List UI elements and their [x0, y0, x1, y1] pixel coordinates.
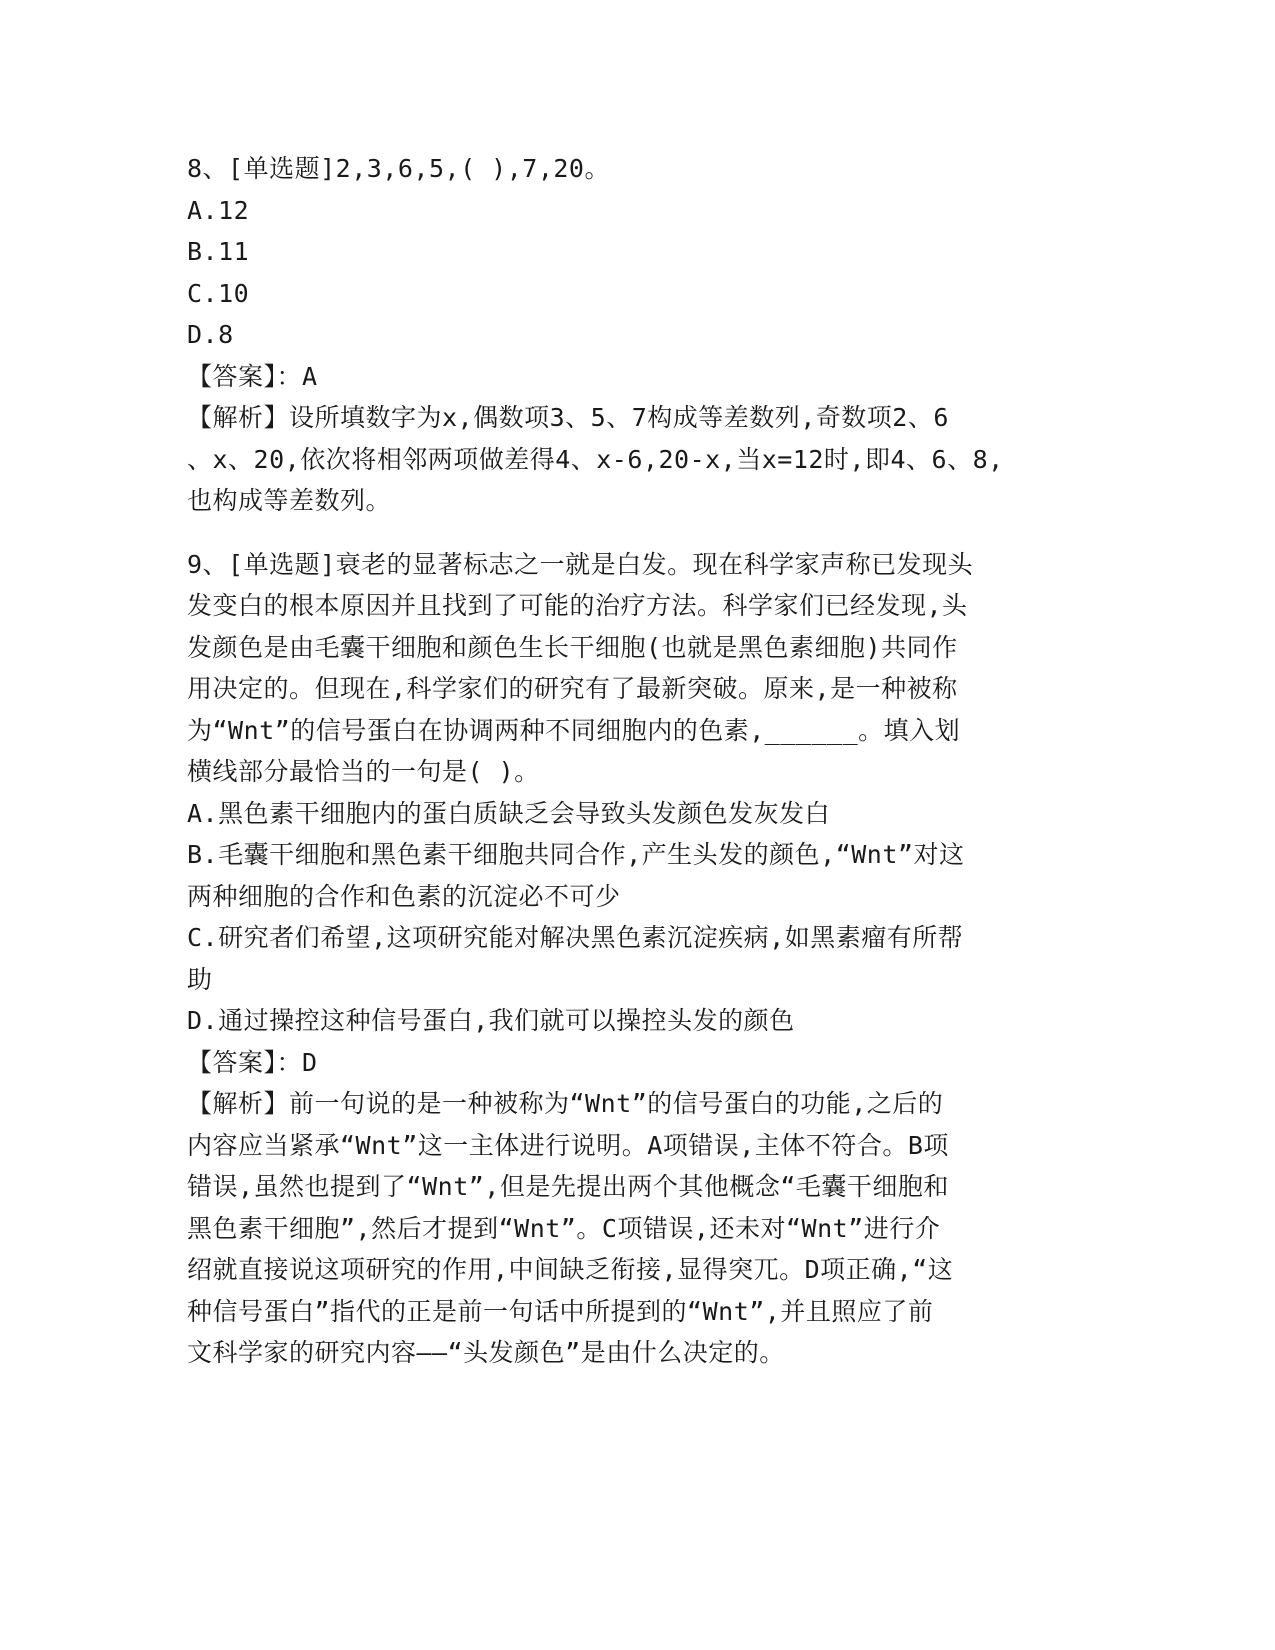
option-a: A.黑色素干细胞内的蛋白质缺乏会导致头发颜色发灰发白	[187, 798, 831, 828]
question-stem: 用决定的。但现在,科学家们的研究有了最新突破。原来,是一种被称	[187, 674, 958, 703]
option-d: D.通过操控这种信号蛋白,我们就可以操控头发的颜色	[187, 1006, 795, 1035]
answer-line: 【答案】：D	[187, 1047, 318, 1077]
option-c: C.研究者们希望,这项研究能对解决黑色素沉淀疾病,如黑素瘤有所帮	[187, 923, 964, 952]
option-b: B.11	[187, 237, 250, 266]
analysis-line: 种信号蛋白”指代的正是前一句话中所提到的“Wnt”,并且照应了前	[187, 1296, 934, 1326]
analysis-line: 文科学家的研究内容——“头发颜色”是由什么决定的。	[187, 1338, 785, 1367]
analysis-line: 绍就直接说这项研究的作用,中间缺乏衔接,显得突兀。D项正确,“这	[187, 1255, 954, 1284]
analysis-line: 内容应当紧承“Wnt”这一主体进行说明。A项错误,主体不符合。B项	[187, 1130, 949, 1160]
answer-line: 【答案】：A	[187, 361, 318, 391]
question-stem: 8、[单选题]2,3,6,5,( ),7,20。	[187, 154, 610, 183]
analysis-line: 【解析】设所填数字为x,偶数项3、5、7构成等差数列,奇数项2、6	[187, 403, 949, 432]
analysis-line: 黑色素干细胞”,然后才提到“Wnt”。C项错误,还未对“Wnt”进行介	[187, 1213, 941, 1243]
question-stem: 为“Wnt”的信号蛋白在协调两种不同细胞内的色素,______。填入划	[187, 715, 961, 745]
document-page	[187, 148, 1087, 1374]
question-stem: 横线部分最恰当的一句是( )。	[187, 757, 540, 786]
option-b: B.毛囊干细胞和黑色素干细胞共同合作,产生头发的颜色,“Wnt”对这	[187, 840, 965, 869]
option-c-cont: 助	[187, 964, 213, 994]
question-stem: 9、[单选题]衰老的显著标志之一就是白发。现在科学家声称已发现头	[187, 549, 974, 579]
question-gap	[187, 522, 1087, 544]
option-d: D.8	[187, 320, 234, 349]
question-9	[187, 544, 1087, 1374]
option-c: C.10	[187, 278, 250, 308]
question-stem: 发颜色是由毛囊干细胞和颜色生长干细胞(也就是黑色素细胞)共同作	[187, 632, 958, 662]
analysis-line: 也构成等差数列。	[187, 486, 392, 515]
option-b-cont: 两种细胞的合作和色素的沉淀必不可少	[187, 881, 621, 911]
question-8	[187, 148, 1087, 522]
question-stem: 发变白的根本原因并且找到了可能的治疗方法。科学家们已经发现,头	[187, 591, 968, 620]
analysis-line: 【解析】前一句说的是一种被称为“Wnt”的信号蛋白的功能,之后的	[187, 1089, 944, 1118]
option-a: A.12	[187, 195, 250, 225]
analysis-line: 错误,虽然也提到了“Wnt”,但是先提出两个其他概念“毛囊干细胞和	[187, 1172, 949, 1201]
analysis-line: 、x、20,依次将相邻两项做差得4、x-6,20-x,当x=12时,即4、6、8,	[187, 444, 1004, 474]
